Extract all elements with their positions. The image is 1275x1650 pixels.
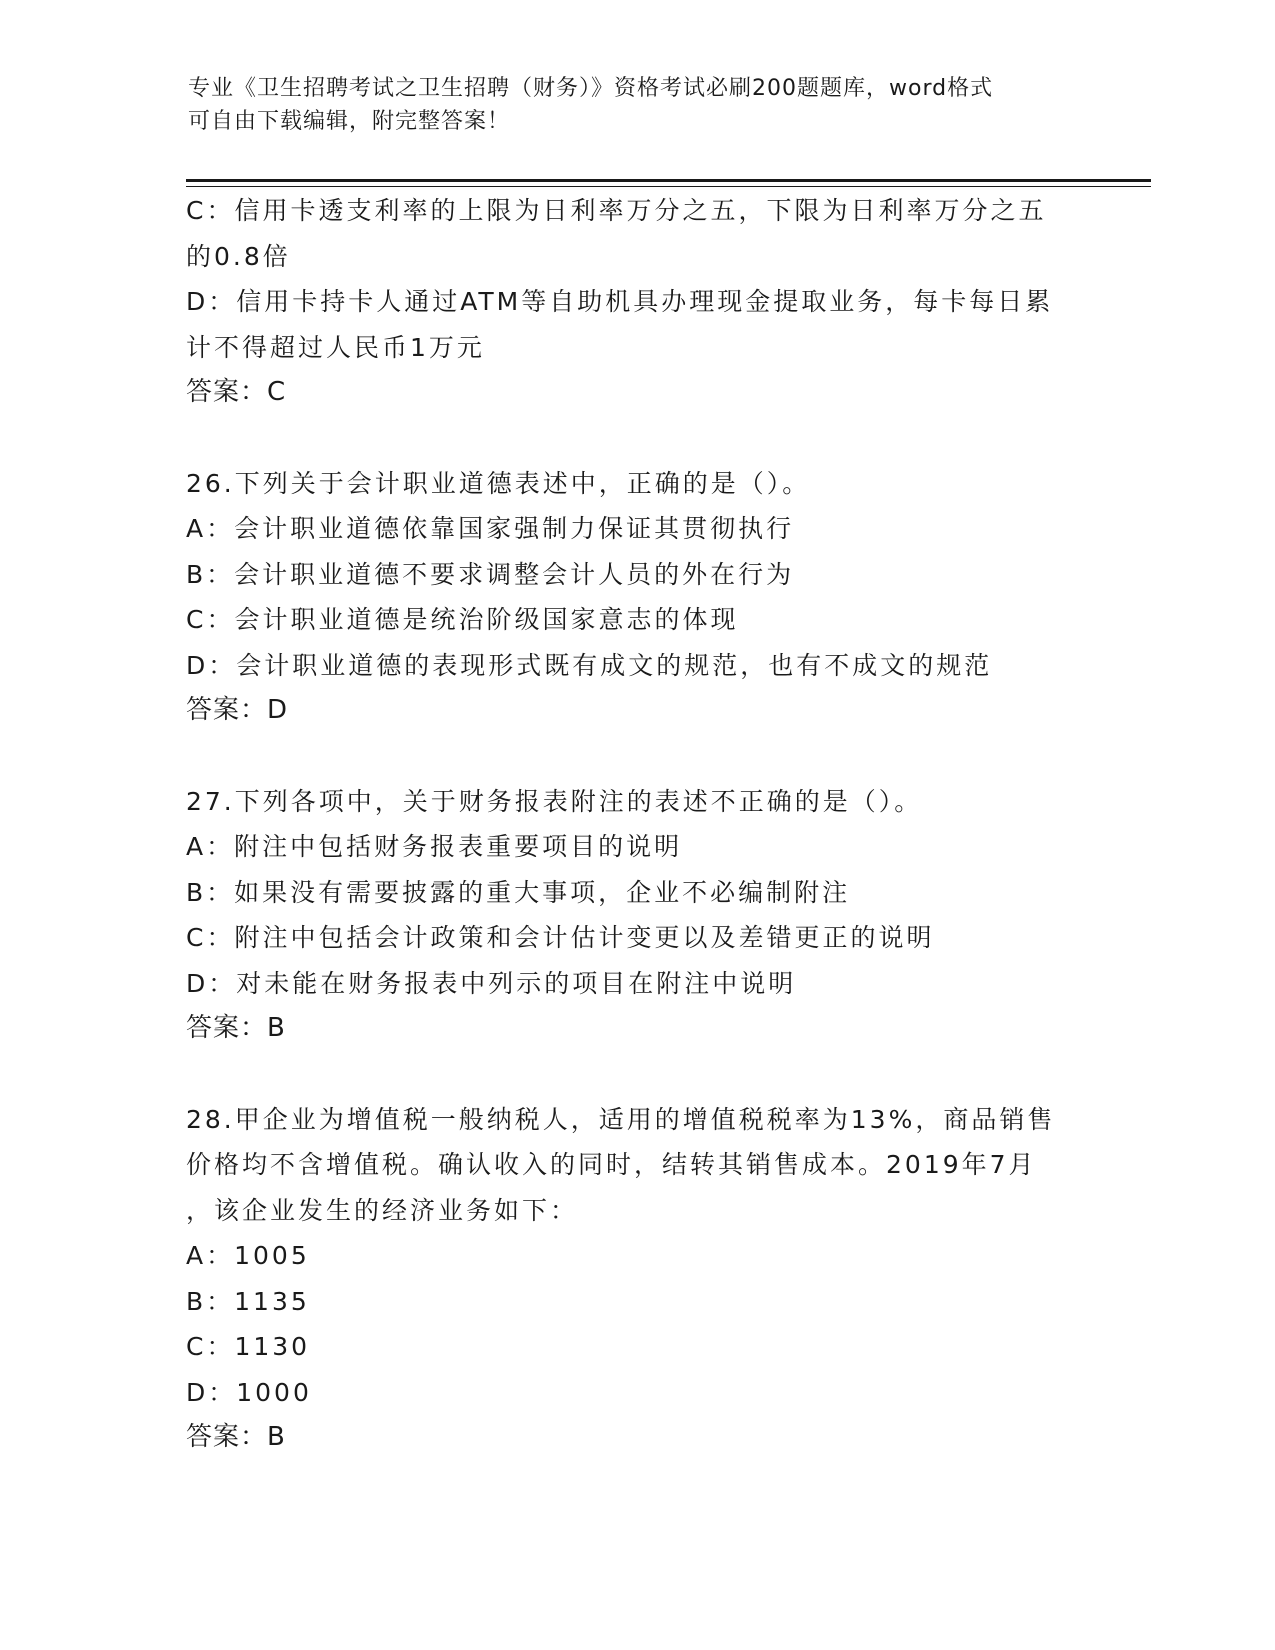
option-d: D：会计职业道德的表现形式既有成文的规范，也有不成文的规范 [186, 650, 993, 680]
option-d: D：1000 [186, 1377, 312, 1407]
option-b: B：1135 [186, 1286, 310, 1316]
option-a: A：1005 [186, 1241, 310, 1270]
option-b: B：会计职业道德不要求调整会计人员的外在行为 [186, 559, 795, 589]
document-header [188, 72, 1088, 138]
question-stem: 26.下列关于会计职业道德表述中，正确的是（）。 [186, 468, 811, 498]
option-c-line1: C：信用卡透支利率的上限为日利率万分之五，下限为日利率万分之五 [186, 196, 1047, 225]
question-28 [186, 1097, 1086, 1461]
question-26 [186, 461, 1086, 734]
answer-label: 答案：B [186, 1013, 286, 1043]
header-divider-thick [186, 179, 1151, 182]
option-d: D：对未能在财务报表中列示的项目在附注中说明 [186, 968, 797, 998]
question-stem: 27.下列各项中，关于财务报表附注的表述不正确的是（）。 [186, 786, 923, 816]
question-stem-line3: ，该企业发生的经济业务如下： [186, 1195, 579, 1225]
option-b: B：如果没有需要披露的重大事项，企业不必编制附注 [186, 877, 851, 907]
question-25-continued [186, 188, 1086, 416]
option-a: A：会计职业道德依靠国家强制力保证其贯彻执行 [186, 514, 795, 543]
question-list [186, 188, 1086, 1506]
option-a: A：附注中包括财务报表重要项目的说明 [186, 832, 683, 861]
option-c-line2: 的0.8倍 [186, 241, 291, 271]
question-stem-line2: 价格均不含增值税。确认收入的同时，结转其销售成本。2019年7月 [186, 1150, 1037, 1179]
answer-label: 答案：B [186, 1422, 286, 1452]
header-divider-thin [186, 186, 1151, 187]
question-stem-line1: 28.甲企业为增值税一般纳税人，适用的增值税税率为13%，商品销售 [186, 1104, 1056, 1134]
answer-label: 答案：C [186, 377, 287, 407]
option-c: C：1130 [186, 1332, 311, 1361]
option-d-line2: 计不得超过人民币1万元 [186, 332, 485, 362]
answer-label: 答案：D [186, 695, 289, 725]
question-27 [186, 779, 1086, 1052]
header-title-line1: 专业《卫生招聘考试之卫生招聘（财务）》资格考试必刷200题题库，word格式 [188, 76, 994, 101]
option-c: C：会计职业道德是统治阶级国家意志的体现 [186, 605, 739, 634]
option-c: C：附注中包括会计政策和会计估计变更以及差错更正的说明 [186, 923, 935, 952]
header-title-line2: 可自由下载编辑，附完整答案！ [188, 109, 511, 134]
option-d-line1: D：信用卡持卡人通过ATM等自助机具办理现金提取业务，每卡每日累 [186, 287, 1054, 316]
